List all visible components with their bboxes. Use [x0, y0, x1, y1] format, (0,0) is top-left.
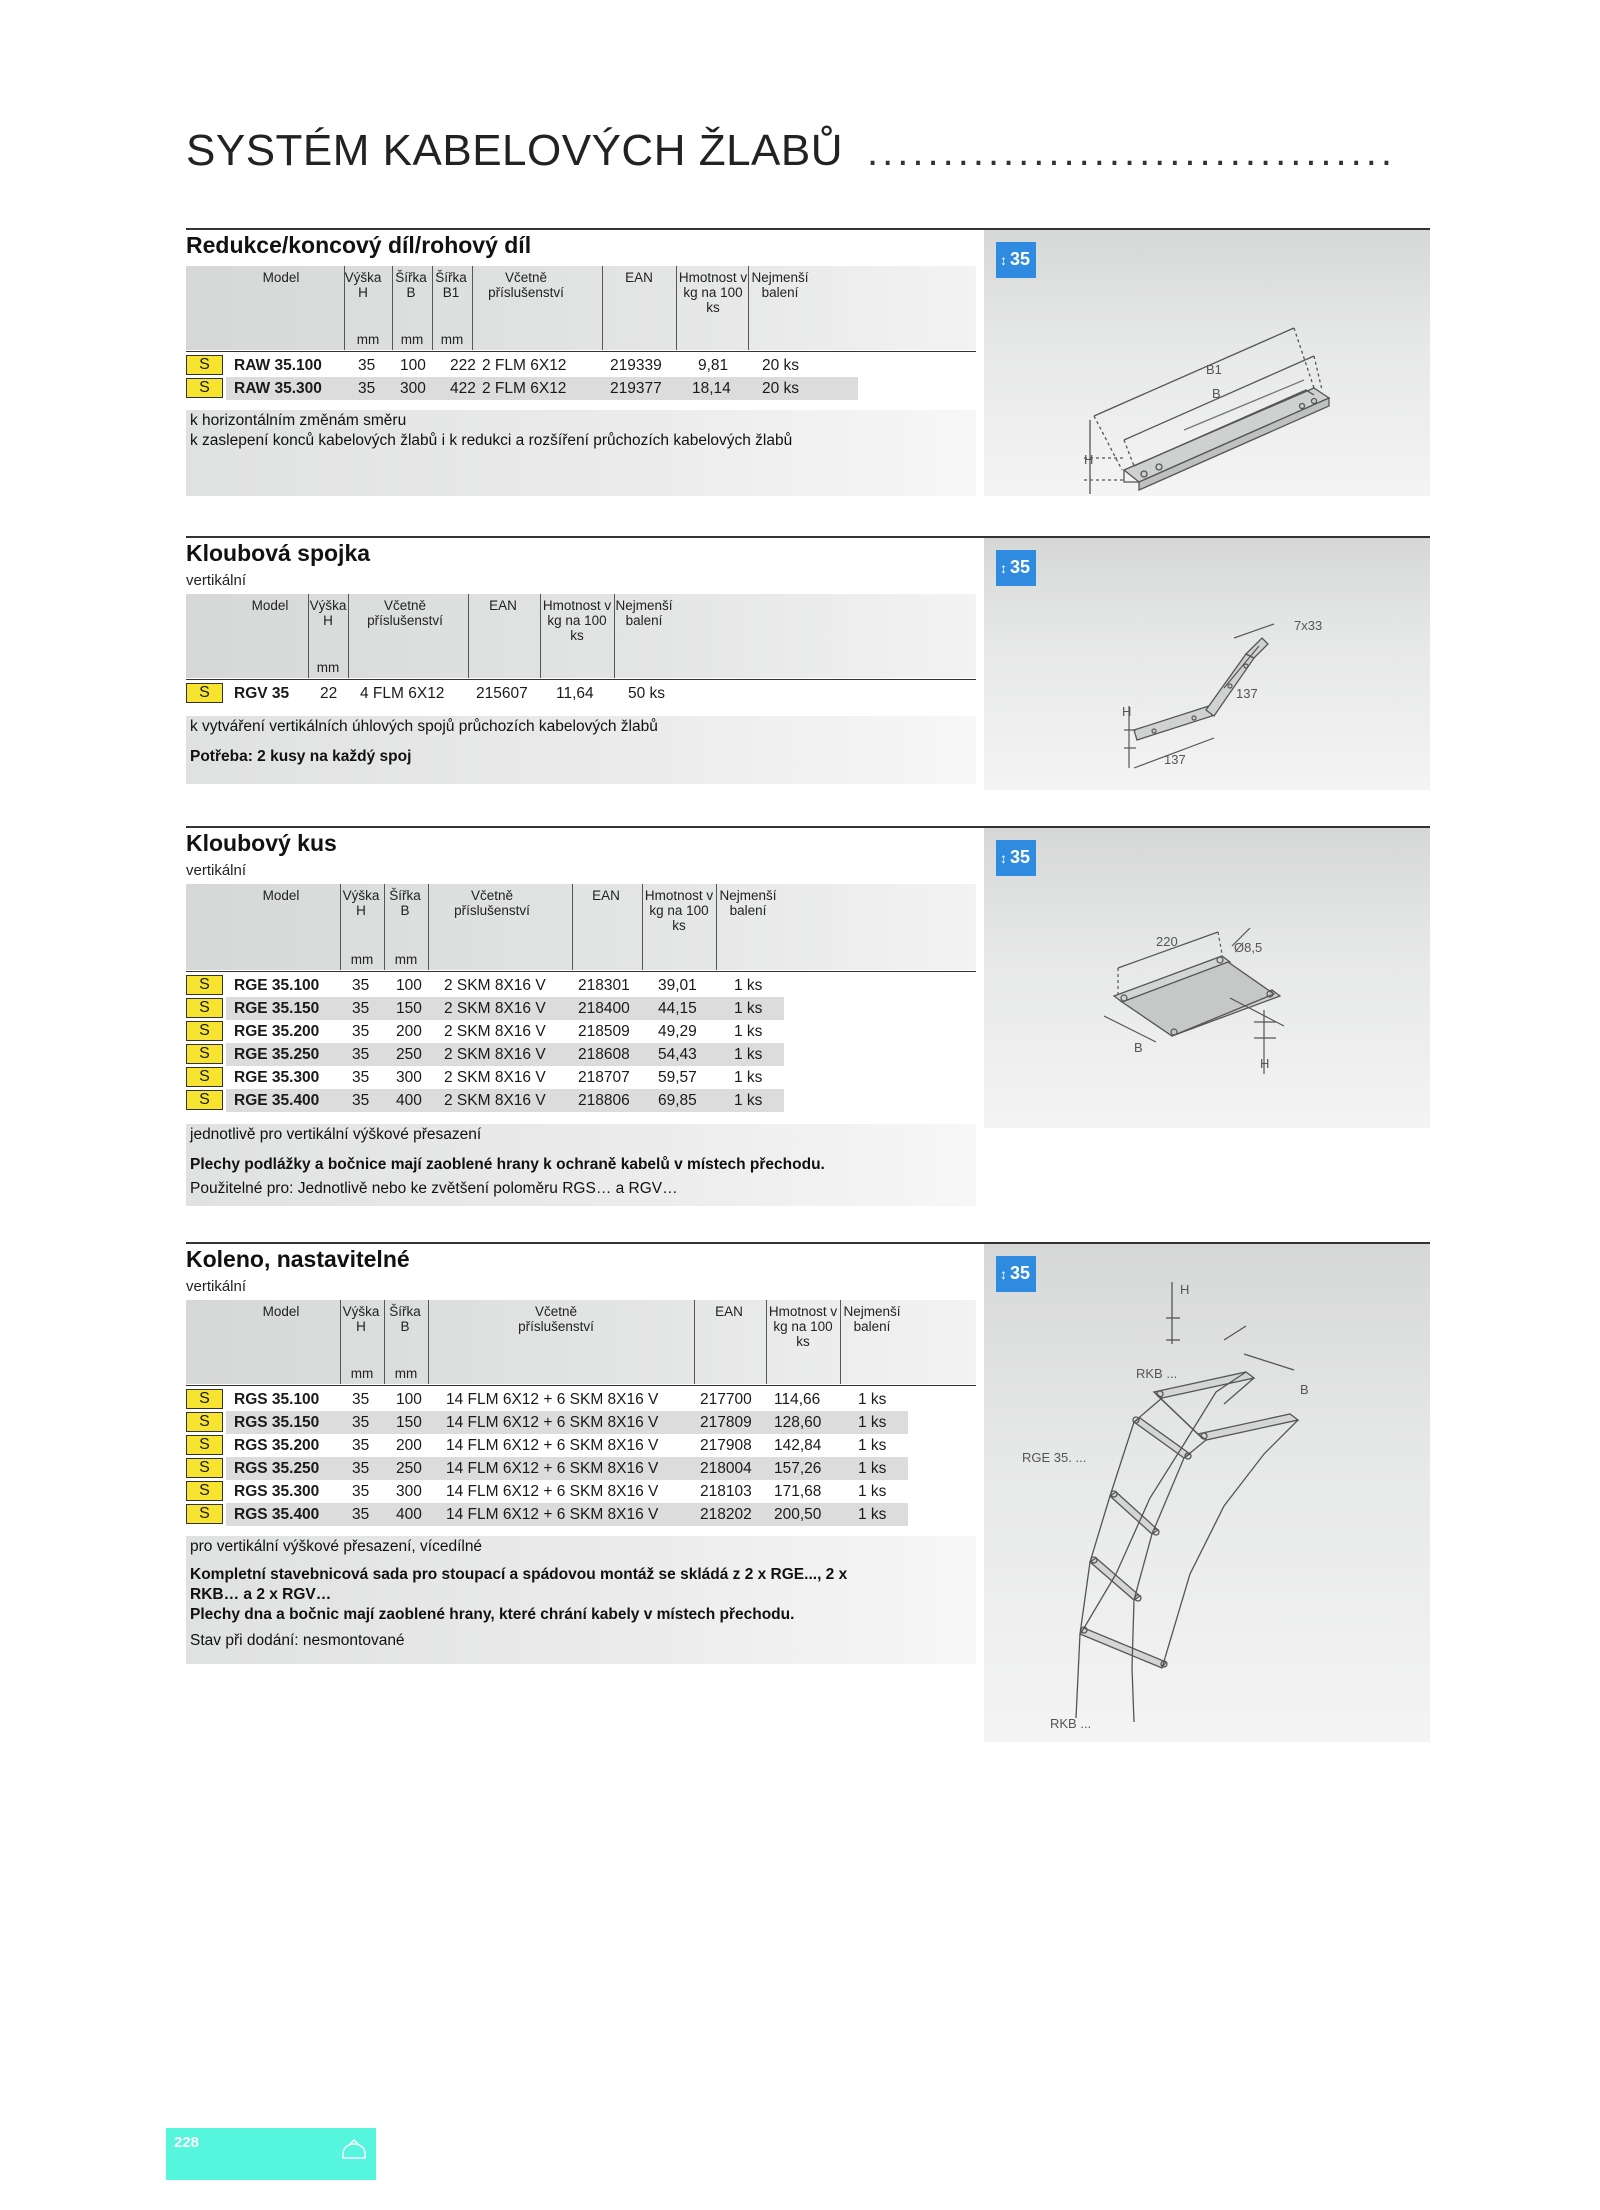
stock-badge: S: [186, 378, 223, 398]
cell-sirka: 300: [400, 380, 426, 397]
cell-hmotnost: 59,57: [658, 1069, 697, 1086]
cell-prislusenstvi: 2 SKM 8X16 V: [444, 1069, 546, 1086]
note-text: k vytváření vertikálních úhlových spojů průchozích kabelových žlabů: [190, 718, 658, 735]
table-row: [186, 974, 976, 997]
cell-hmotnost: 128,60: [774, 1414, 822, 1431]
cell-model: RGE 35.400: [234, 1092, 320, 1109]
section-title: Koleno, nastavitelné: [186, 1246, 410, 1272]
table-header: [186, 884, 976, 970]
cell-vyska: 35: [352, 1000, 370, 1017]
cell-ean: 218707: [578, 1069, 630, 1086]
height-badge-value: 35: [1010, 847, 1031, 867]
notes-box: [186, 716, 976, 784]
cell-ean: 219339: [610, 357, 662, 374]
cell-model: RGS 35.250: [234, 1460, 320, 1477]
product-illustration: [984, 828, 1430, 1128]
cell-baleni: 1 ks: [734, 1069, 763, 1086]
cell-sirka: 200: [396, 1023, 422, 1040]
note-text: jednotlivě pro vertikální výškové přesazení: [190, 1126, 482, 1143]
cell-sirka: 150: [396, 1414, 422, 1431]
header-sirka: Šířka B: [389, 888, 421, 918]
header-baleni: Nejmenší balení: [719, 888, 777, 918]
cell-sirka: 250: [396, 1046, 422, 1063]
stock-badge: S: [186, 1412, 223, 1432]
part-label-rkb-top: RKB ...: [1136, 1366, 1178, 1381]
table-row: [186, 1480, 976, 1503]
cell-hmotnost: 9,81: [698, 357, 729, 374]
cell-ean: 218004: [700, 1460, 752, 1477]
header-model: Model: [262, 888, 300, 903]
cell-hmotnost: 54,43: [658, 1046, 697, 1063]
stock-badge: S: [186, 1435, 223, 1455]
cell-prislusenstvi: 2 FLM 6X12: [482, 380, 567, 397]
table-row: [186, 1434, 976, 1457]
table-row: [186, 1503, 976, 1526]
table-row: [186, 1020, 976, 1043]
col-sep: [676, 266, 677, 350]
col-sep: [472, 266, 473, 350]
dim-label-220: 220: [1156, 934, 1178, 949]
header-baleni: Nejmenší balení: [843, 1304, 901, 1334]
header-vyska: Výška H: [309, 598, 347, 628]
cell-ean: 218202: [700, 1506, 752, 1523]
height-arrow-icon: ↕: [1000, 850, 1007, 866]
cell-baleni: 1 ks: [858, 1437, 887, 1454]
stock-badge: S: [186, 1504, 223, 1524]
cell-hmotnost: 157,26: [774, 1460, 822, 1477]
section-subtitle: vertikální: [186, 1278, 247, 1295]
height-badge-value: 35: [1010, 557, 1031, 577]
cell-sirka: 100: [396, 1391, 422, 1408]
cell-ean: 218301: [578, 977, 630, 994]
stock-badge: S: [186, 1067, 223, 1087]
cell-sirka: 300: [396, 1483, 422, 1500]
dim-label-slot: 7x33: [1294, 618, 1323, 633]
cell-prislusenstvi: 2 SKM 8X16 V: [444, 977, 546, 994]
header-model: Model: [262, 270, 300, 285]
notes-box: [186, 1124, 976, 1206]
header-baleni: Nejmenší balení: [751, 270, 809, 300]
height-arrow-icon: ↕: [1000, 252, 1007, 268]
cell-model: RGV 35: [234, 685, 290, 702]
col-sep: [428, 1300, 429, 1384]
header-prislusenstvi: Včetně příslušenství: [454, 888, 530, 918]
header-hmotnost: Hmotnost v kg na 100 ks: [644, 888, 714, 933]
cell-prislusenstvi: 14 FLM 6X12 + 6 SKM 8X16 V: [446, 1483, 659, 1500]
section-koleno: [186, 1242, 1430, 1742]
table-header: [186, 266, 976, 350]
header-ean: EAN: [625, 270, 653, 285]
cell-vyska: 35: [352, 1391, 370, 1408]
cell-hmotnost: 49,29: [658, 1023, 697, 1040]
cable-tray-symbol-icon: [340, 2138, 368, 2164]
cell-ean: 218608: [578, 1046, 630, 1063]
stock-badge: S: [186, 1458, 223, 1478]
cell-ean: 217908: [700, 1437, 752, 1454]
cell-prislusenstvi: 14 FLM 6X12 + 6 SKM 8X16 V: [446, 1460, 659, 1477]
note-text: RKB… a 2 x RGV…: [190, 1586, 332, 1603]
height-arrow-icon: ↕: [1000, 1266, 1007, 1282]
stock-badge: S: [186, 998, 223, 1018]
cell-sirka: 400: [396, 1092, 422, 1109]
cell-model: RGE 35.250: [234, 1046, 320, 1063]
section-title: Redukce/koncový díl/rohový díl: [186, 232, 532, 258]
dim-label-b: B: [1212, 386, 1221, 401]
cell-ean: 217700: [700, 1391, 752, 1408]
cell-hmotnost: 142,84: [774, 1437, 822, 1454]
cell-model: RGS 35.150: [234, 1414, 320, 1431]
page-title: [186, 126, 1396, 176]
table-row: [186, 1411, 976, 1434]
header-unit: mm: [394, 1366, 418, 1381]
page-number-tab: [166, 2128, 376, 2180]
cell-sirka-b1: 222: [450, 357, 476, 374]
cell-baleni: 1 ks: [858, 1391, 887, 1408]
cell-ean: 218509: [578, 1023, 630, 1040]
header-rule: [186, 971, 976, 972]
cell-prislusenstvi: 14 FLM 6X12 + 6 SKM 8X16 V: [446, 1506, 659, 1523]
section-kloubovy-kus: [186, 826, 1430, 1206]
cell-vyska: 35: [352, 977, 370, 994]
cell-hmotnost: 114,66: [774, 1391, 821, 1408]
section-subtitle: vertikální: [186, 572, 247, 589]
col-sep: [716, 884, 717, 970]
stock-badge: S: [186, 1044, 223, 1064]
cell-vyska: 35: [352, 1506, 370, 1523]
header-rule: [186, 679, 976, 680]
page-number: 228: [174, 2134, 200, 2151]
table-row: [186, 354, 976, 377]
dim-label-b1: B1: [1206, 362, 1222, 377]
cell-prislusenstvi: 2 SKM 8X16 V: [444, 1092, 546, 1109]
cell-vyska: 35: [358, 380, 376, 397]
cell-baleni: 1 ks: [734, 977, 763, 994]
header-unit: mm: [400, 332, 424, 347]
joint-drawing: [984, 538, 1430, 790]
cell-prislusenstvi: 14 FLM 6X12 + 6 SKM 8X16 V: [446, 1437, 659, 1454]
table-header: [186, 594, 976, 678]
cell-prislusenstvi: 14 FLM 6X12 + 6 SKM 8X16 V: [446, 1391, 659, 1408]
note-text: k horizontálním změnám směru: [190, 412, 407, 429]
section-kloubova-spojka: [186, 536, 1430, 790]
header-unit: mm: [394, 952, 418, 967]
cell-prislusenstvi: 2 SKM 8X16 V: [444, 1023, 546, 1040]
cell-prislusenstvi: 14 FLM 6X12 + 6 SKM 8X16 V: [446, 1414, 659, 1431]
cell-ean: 218103: [700, 1483, 752, 1500]
note-text: Kompletní stavebnicová sada pro stoupací a spádovou montáž se skládá z 2 x RGE..., 2 x: [190, 1566, 848, 1583]
adjustable-bend-drawing: [984, 1244, 1430, 1742]
header-hmotnost: Hmotnost v kg na 100 ks: [678, 270, 748, 315]
stock-badge: S: [186, 1090, 223, 1110]
cell-model: RGE 35.100: [234, 977, 320, 994]
cell-baleni: 1 ks: [858, 1460, 887, 1477]
header-model: Model: [251, 598, 289, 613]
notes-box: [186, 410, 976, 496]
section-title: Kloubová spojka: [186, 540, 371, 566]
stock-badge: S: [186, 1021, 223, 1041]
stock-badge: S: [186, 683, 223, 703]
header-hmotnost: Hmotnost v kg na 100 ks: [768, 1304, 838, 1349]
table-row: [186, 377, 976, 400]
col-sep: [540, 594, 541, 678]
cell-prislusenstvi: 2 SKM 8X16 V: [444, 1000, 546, 1017]
cell-model: RGS 35.200: [234, 1437, 320, 1454]
cell-ean: 218400: [578, 1000, 630, 1017]
header-vyska: Výška H: [342, 888, 380, 918]
cell-model: RGE 35.200: [234, 1023, 320, 1040]
cell-hmotnost: 11,64: [556, 685, 594, 702]
cell-hmotnost: 39,01: [658, 977, 697, 994]
cell-sirka: 300: [396, 1069, 422, 1086]
col-sep: [428, 884, 429, 970]
cell-prislusenstvi: 2 SKM 8X16 V: [444, 1046, 546, 1063]
cell-baleni: 50 ks: [628, 685, 666, 702]
part-label-rkb-bottom: RKB ...: [1050, 1716, 1092, 1731]
product-illustration: [984, 1244, 1430, 1742]
cell-model: RGE 35.300: [234, 1069, 320, 1086]
note-text: pro vertikální výškové přesazení, vícedílné: [190, 1538, 483, 1555]
col-sep: [748, 266, 749, 350]
cell-baleni: 20 ks: [762, 380, 800, 397]
cell-ean: 219377: [610, 380, 662, 397]
dim-label-h: H: [1084, 452, 1094, 467]
cell-vyska: 22: [320, 685, 338, 702]
header-sirka: Šířka B: [395, 270, 427, 300]
product-illustration: [984, 538, 1430, 790]
col-sep: [766, 1300, 767, 1384]
header-vyska: Výška H: [342, 1304, 380, 1334]
cell-baleni: 1 ks: [734, 1000, 763, 1017]
cell-baleni: 1 ks: [858, 1506, 887, 1523]
notes-box: [186, 1536, 976, 1664]
cell-vyska: 35: [358, 357, 376, 374]
cell-model: RGE 35.150: [234, 1000, 320, 1017]
stock-badge: S: [186, 1481, 223, 1501]
dim-label-h: H: [1122, 704, 1132, 719]
cell-baleni: 1 ks: [734, 1092, 763, 1109]
note-text: Použitelné pro: Jednotlivě nebo ke zvětšení poloměru RGS… a RGV…: [190, 1180, 678, 1197]
cell-sirka: 400: [396, 1506, 422, 1523]
cell-vyska: 35: [352, 1069, 370, 1086]
header-sirka-b1: Šířka B1: [435, 270, 467, 300]
cell-vyska: 35: [352, 1092, 370, 1109]
cell-model: RGS 35.400: [234, 1506, 320, 1523]
cell-sirka: 100: [396, 977, 422, 994]
cell-vyska: 35: [352, 1023, 370, 1040]
dim-label-h: H: [1260, 1056, 1270, 1071]
table-row: [186, 1066, 976, 1089]
reducer-drawing: [984, 230, 1430, 496]
dim-label-h: H: [1180, 1282, 1190, 1297]
section-title: Kloubový kus: [186, 830, 337, 856]
header-prislusenstvi: Včetně příslušenství: [488, 270, 564, 300]
dim-label-137a: 137: [1236, 686, 1258, 701]
cell-prislusenstvi: 2 FLM 6X12: [482, 357, 567, 374]
cell-sirka: 200: [396, 1437, 422, 1454]
stock-badge: S: [186, 1389, 223, 1409]
cell-vyska: 35: [352, 1437, 370, 1454]
table-header: [186, 1300, 976, 1384]
header-ean: EAN: [592, 888, 620, 903]
cell-hmotnost: 69,85: [658, 1092, 697, 1109]
table-row: [186, 1089, 976, 1112]
cell-prislusenstvi: 4 FLM 6X12: [360, 685, 445, 702]
table-row: [186, 1388, 976, 1411]
col-sep: [840, 1300, 841, 1384]
table-row: [186, 1043, 976, 1066]
header-unit: mm: [356, 332, 380, 347]
table-row: [186, 997, 976, 1020]
cell-baleni: 1 ks: [858, 1414, 887, 1431]
cell-sirka: 100: [400, 357, 426, 374]
hinge-piece-drawing: [984, 828, 1430, 1128]
header-model: Model: [262, 1304, 300, 1319]
cell-vyska: 35: [352, 1460, 370, 1477]
col-sep: [348, 594, 349, 678]
header-unit: mm: [350, 952, 374, 967]
dim-label-hole: Ø8,5: [1234, 940, 1263, 955]
note-text: k zaslepení konců kabelových žlabů i k redukci a rozšíření průchozích kabelových žlabů: [190, 432, 793, 449]
cell-sirka-b1: 422: [450, 380, 476, 397]
header-prislusenstvi: Včetně příslušenství: [518, 1304, 594, 1334]
header-vyska: Výška H: [344, 270, 382, 300]
title-leader-dots: ...................................: [867, 130, 1396, 174]
cell-baleni: 1 ks: [734, 1023, 763, 1040]
dim-label-137b: 137: [1164, 752, 1186, 767]
height-arrow-icon: ↕: [1000, 560, 1007, 576]
height-badge-value: 35: [1010, 249, 1031, 269]
cell-hmotnost: 44,15: [658, 1000, 697, 1017]
cell-sirka: 150: [396, 1000, 422, 1017]
cell-vyska: 35: [352, 1414, 370, 1431]
header-sirka: Šířka B: [389, 1304, 421, 1334]
header-rule: [186, 351, 976, 352]
cell-baleni: 20 ks: [762, 357, 800, 374]
header-ean: EAN: [715, 1304, 743, 1319]
cell-hmotnost: 171,68: [774, 1483, 822, 1500]
page-title-text: SYSTÉM KABELOVÝCH ŽLABŮ: [186, 126, 844, 175]
header-unit: mm: [440, 332, 464, 347]
stock-badge: S: [186, 975, 223, 995]
section-subtitle: vertikální: [186, 862, 247, 879]
part-label-rge: RGE 35. ...: [1022, 1450, 1087, 1465]
header-baleni: Nejmenší balení: [615, 598, 673, 628]
cell-model: RGS 35.300: [234, 1483, 320, 1500]
cell-baleni: 1 ks: [858, 1483, 887, 1500]
header-unit: mm: [350, 1366, 374, 1381]
note-text: Stav při dodání: nesmontované: [190, 1632, 405, 1649]
col-sep: [642, 884, 643, 970]
table-row: [186, 1457, 976, 1480]
height-badge-value: 35: [1010, 1263, 1031, 1283]
dim-label-b: B: [1134, 1040, 1143, 1055]
header-ean: EAN: [489, 598, 517, 613]
header-rule: [186, 1385, 976, 1386]
stock-badge: S: [186, 355, 223, 375]
cell-baleni: 1 ks: [734, 1046, 763, 1063]
cell-model: RGS 35.100: [234, 1391, 320, 1408]
cell-model: RAW 35.100: [234, 357, 322, 374]
note-text: Plechy dna a bočnic mají zaoblené hrany, které chrání kabely v místech přechodu.: [190, 1606, 795, 1623]
header-hmotnost: Hmotnost v kg na 100 ks: [542, 598, 612, 643]
dim-label-b: B: [1300, 1382, 1309, 1397]
cell-ean: 215607: [476, 685, 528, 702]
cell-vyska: 35: [352, 1046, 370, 1063]
header-prislusenstvi: Včetně příslušenství: [367, 598, 443, 628]
cell-hmotnost: 200,50: [774, 1506, 822, 1523]
cell-vyska: 35: [352, 1483, 370, 1500]
header-unit: mm: [316, 660, 340, 675]
section-redukce: [186, 228, 1430, 496]
product-illustration: [984, 230, 1430, 496]
cell-model: RAW 35.300: [234, 380, 322, 397]
cell-sirka: 250: [396, 1460, 422, 1477]
note-text: Plechy podlážky a bočnice mají zaoblené hrany k ochraně kabelů v místech přechodu.: [190, 1156, 825, 1173]
note-text: Potřeba: 2 kusy na každý spoj: [190, 748, 412, 765]
cell-ean: 218806: [578, 1092, 630, 1109]
table-row: [186, 682, 976, 705]
cell-hmotnost: 18,14: [692, 380, 731, 397]
cell-ean: 217809: [700, 1414, 752, 1431]
